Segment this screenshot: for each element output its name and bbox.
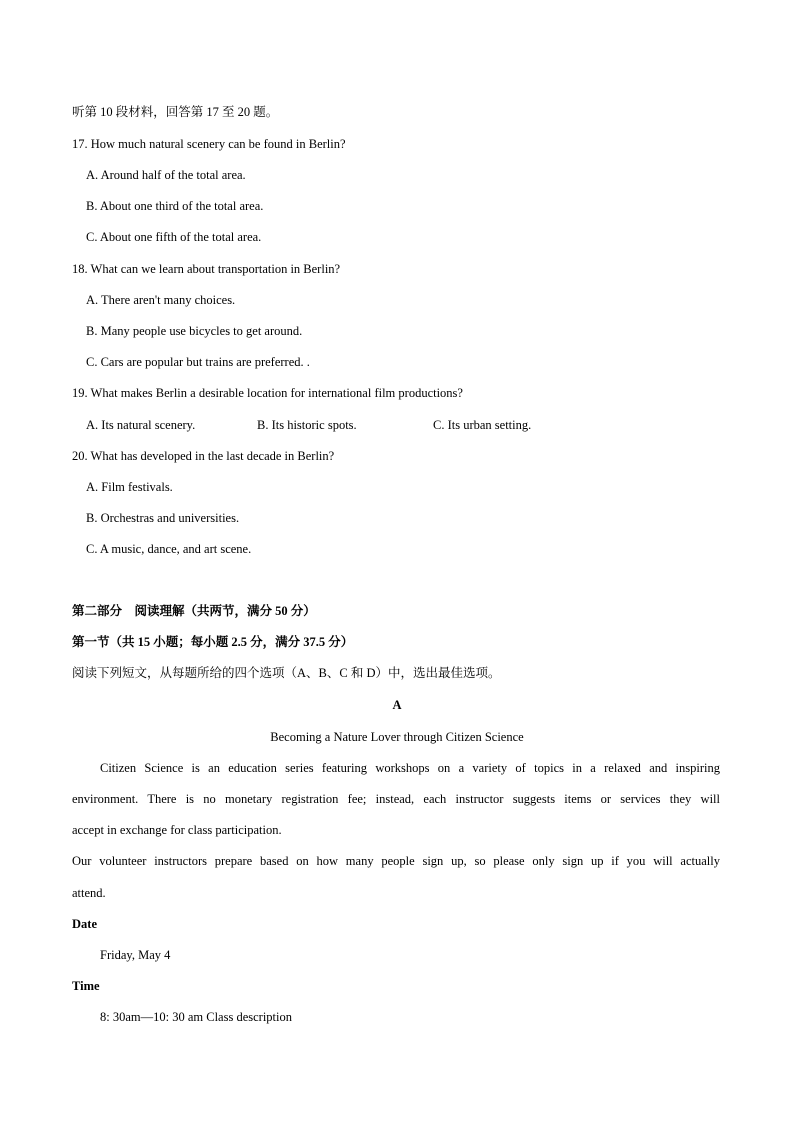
question-17-option-a: A. Around half of the total area. <box>86 168 246 182</box>
question-19-stem: 19. What makes Berlin a desirable location for international film productions? <box>72 386 463 400</box>
passage-para1-line3: accept in exchange for class participation. <box>72 823 282 837</box>
question-19-option-c: C. Its urban setting. <box>433 418 532 432</box>
passage-para1-line1: Citizen Science is an education series featuring workshops on a variety of topics in a relaxed and inspiring <box>100 761 720 775</box>
time-label: Time <box>72 979 100 993</box>
listening-header: 听第 10 段材料，回答第 17 至 20 题。 <box>72 105 279 119</box>
section1-title: 第一节（共 15 小题；每小题 2.5 分，满分 37.5 分） <box>72 635 354 649</box>
question-18-stem: 18. What can we learn about transportation in Berlin? <box>72 262 341 276</box>
passage-para2-line1: Our volunteer instructors prepare based on how many people sign up, so please only sign up if you will actually <box>72 854 720 868</box>
question-18-option-a: A. There aren't many choices. <box>86 293 236 307</box>
question-19-option-a: A. Its natural scenery. <box>86 418 196 432</box>
passage-label: A <box>392 698 402 712</box>
question-17-option-b: B. About one third of the total area. <box>86 199 264 213</box>
question-17-option-c: C. About one fifth of the total area. <box>86 230 262 244</box>
question-18-option-b: B. Many people use bicycles to get around. <box>86 324 303 338</box>
question-18-option-c: C. Cars are popular but trains are preferred. . <box>86 355 310 369</box>
reading-instructions: 阅读下列短文，从每题所给的四个选项（A、B、C 和 D）中，选出最佳选项。 <box>72 666 501 680</box>
passage-para2-line2: attend. <box>72 886 106 900</box>
question-20-option-a: A. Film festivals. <box>86 480 173 494</box>
date-label: Date <box>72 917 97 931</box>
time-value: 8: 30am—10: 30 am Class description <box>100 1010 292 1024</box>
passage-para1-line2: environment. There is no monetary registration fee; instead, each instructor suggests items or services they will <box>72 792 720 806</box>
question-20-stem: 20. What has developed in the last decade in Berlin? <box>72 449 335 463</box>
question-17-stem: 17. How much natural scenery can be found in Berlin? <box>72 137 346 151</box>
question-20-option-b: B. Orchestras and universities. <box>86 511 240 525</box>
date-value: Friday, May 4 <box>100 948 171 962</box>
passage-title: Becoming a Nature Lover through Citizen Science <box>270 730 524 744</box>
question-20-option-c: C. A music, dance, and art scene. <box>86 542 252 556</box>
part2-title: 第二部分 阅读理解（共两节，满分 50 分） <box>72 604 316 618</box>
question-19-option-b: B. Its historic spots. <box>257 418 357 432</box>
